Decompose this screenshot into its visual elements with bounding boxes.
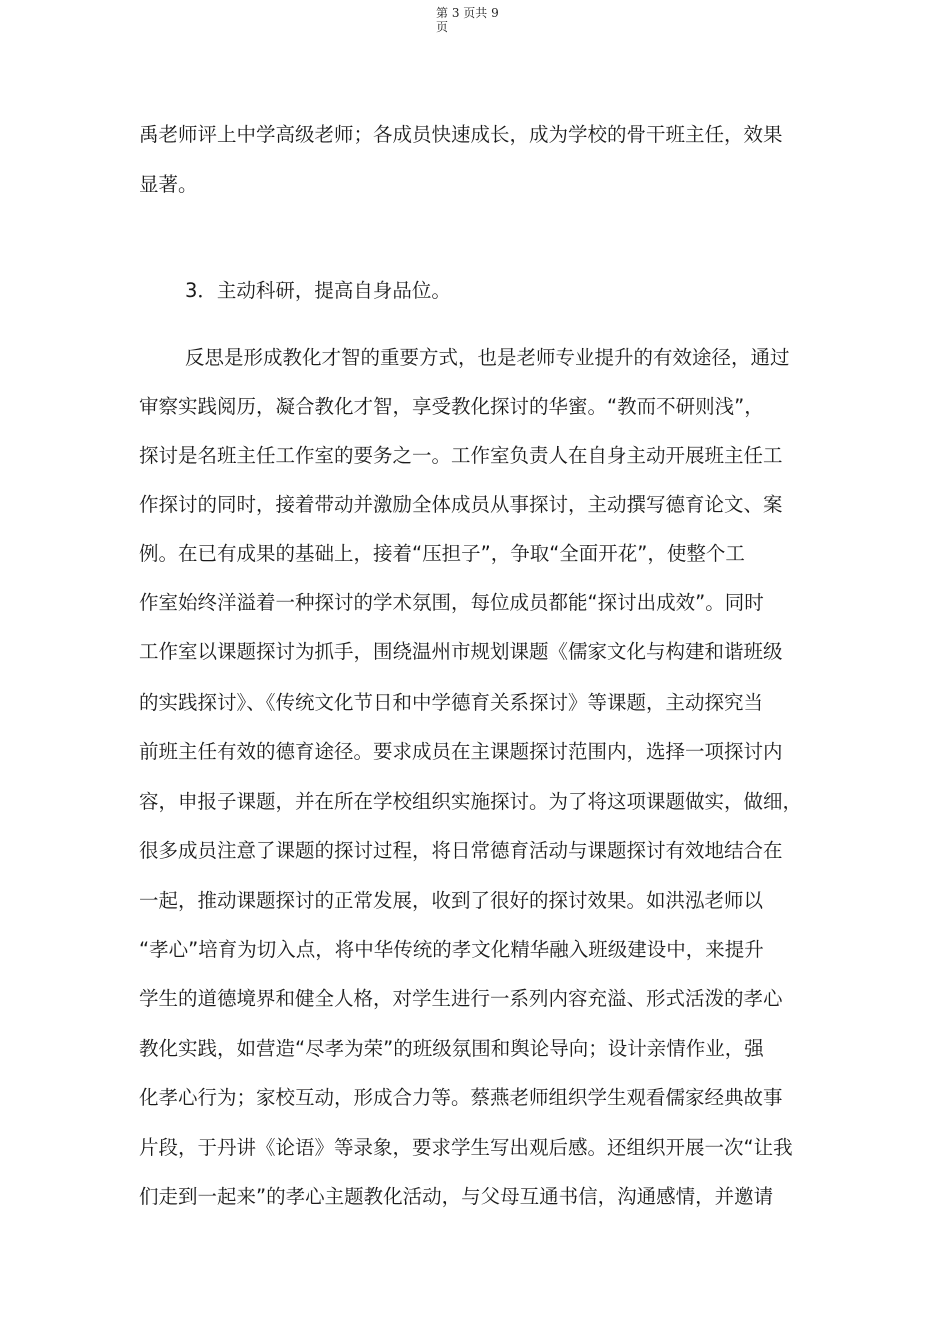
page-number-line-2: 页 <box>436 20 449 34</box>
text-line: 们走到一起来”的孝心主题教化活动，与父母互通书信，沟通感情，并邀请 <box>139 1185 774 1208</box>
text-line: 工作室以课题探讨为抓手，围绕温州市规划课题《儒家文化与构建和谐班级 <box>139 640 783 663</box>
section-heading: 3．主动科研，提高自身品位。 <box>185 279 451 302</box>
text-line: 容，申报子课题，并在所在学校组织实施探讨。为了将这项课题做实，做细， <box>139 790 803 813</box>
text-line: 教化实践，如营造“尽孝为荣”的班级氛围和舆论导向；设计亲情作业，强 <box>139 1037 764 1060</box>
text-line: 作室始终洋溢着一种探讨的学术氛围，每位成员都能“探讨出成效”。同时 <box>139 591 764 614</box>
page-number-header <box>436 6 516 34</box>
text-line: “孝心”培育为切入点，将中华传统的孝文化精华融入班级建设中，来提升 <box>139 938 764 961</box>
text-line: 审察实践阅历，凝合教化才智，享受教化探讨的华蜜。“教而不研则浅”， <box>139 395 764 418</box>
text-line: 片段，于丹讲《论语》等录象，要求学生写出观后感。还组织开展一次“让我 <box>139 1136 793 1159</box>
text-line: 一起，推动课题探讨的正常发展，收到了很好的探讨效果。如洪泓老师以 <box>139 889 764 912</box>
text-line: 禹老师评上中学高级老师；各成员快速成长，成为学校的骨干班主任，效果 <box>139 123 783 146</box>
text-line: 化孝心行为；家校互动，形成合力等。蔡燕老师组织学生观看儒家经典故事 <box>139 1086 783 1109</box>
page-number-line-1: 第 3 页共 9 <box>436 6 499 20</box>
text-line: 探讨是名班主任工作室的要务之一。工作室负责人在自身主动开展班主任工 <box>139 444 783 467</box>
text-line: 显著。 <box>139 173 198 196</box>
text-line: 前班主任有效的德育途径。要求成员在主课题探讨范围内，选择一项探讨内 <box>139 740 783 763</box>
text-line: 的实践探讨》、《传统文化节日和中学德育关系探讨》等课题，主动探究当 <box>139 691 764 714</box>
text-line: 很多成员注意了课题的探讨过程，将日常德育活动与课题探讨有效地结合在 <box>139 839 783 862</box>
text-line: 例。在已有成果的基础上，接着“压担子”，争取“全面开花”，使整个工 <box>139 542 745 565</box>
text-line: 作探讨的同时，接着带动并激励全体成员从事探讨，主动撰写德育论文、案 <box>139 493 783 516</box>
text-line: 学生的道德境界和健全人格，对学生进行一系列内容充溢、形式活泼的孝心 <box>139 987 783 1010</box>
text-line: 反思是形成教化才智的重要方式，也是老师专业提升的有效途径，通过 <box>185 346 790 369</box>
